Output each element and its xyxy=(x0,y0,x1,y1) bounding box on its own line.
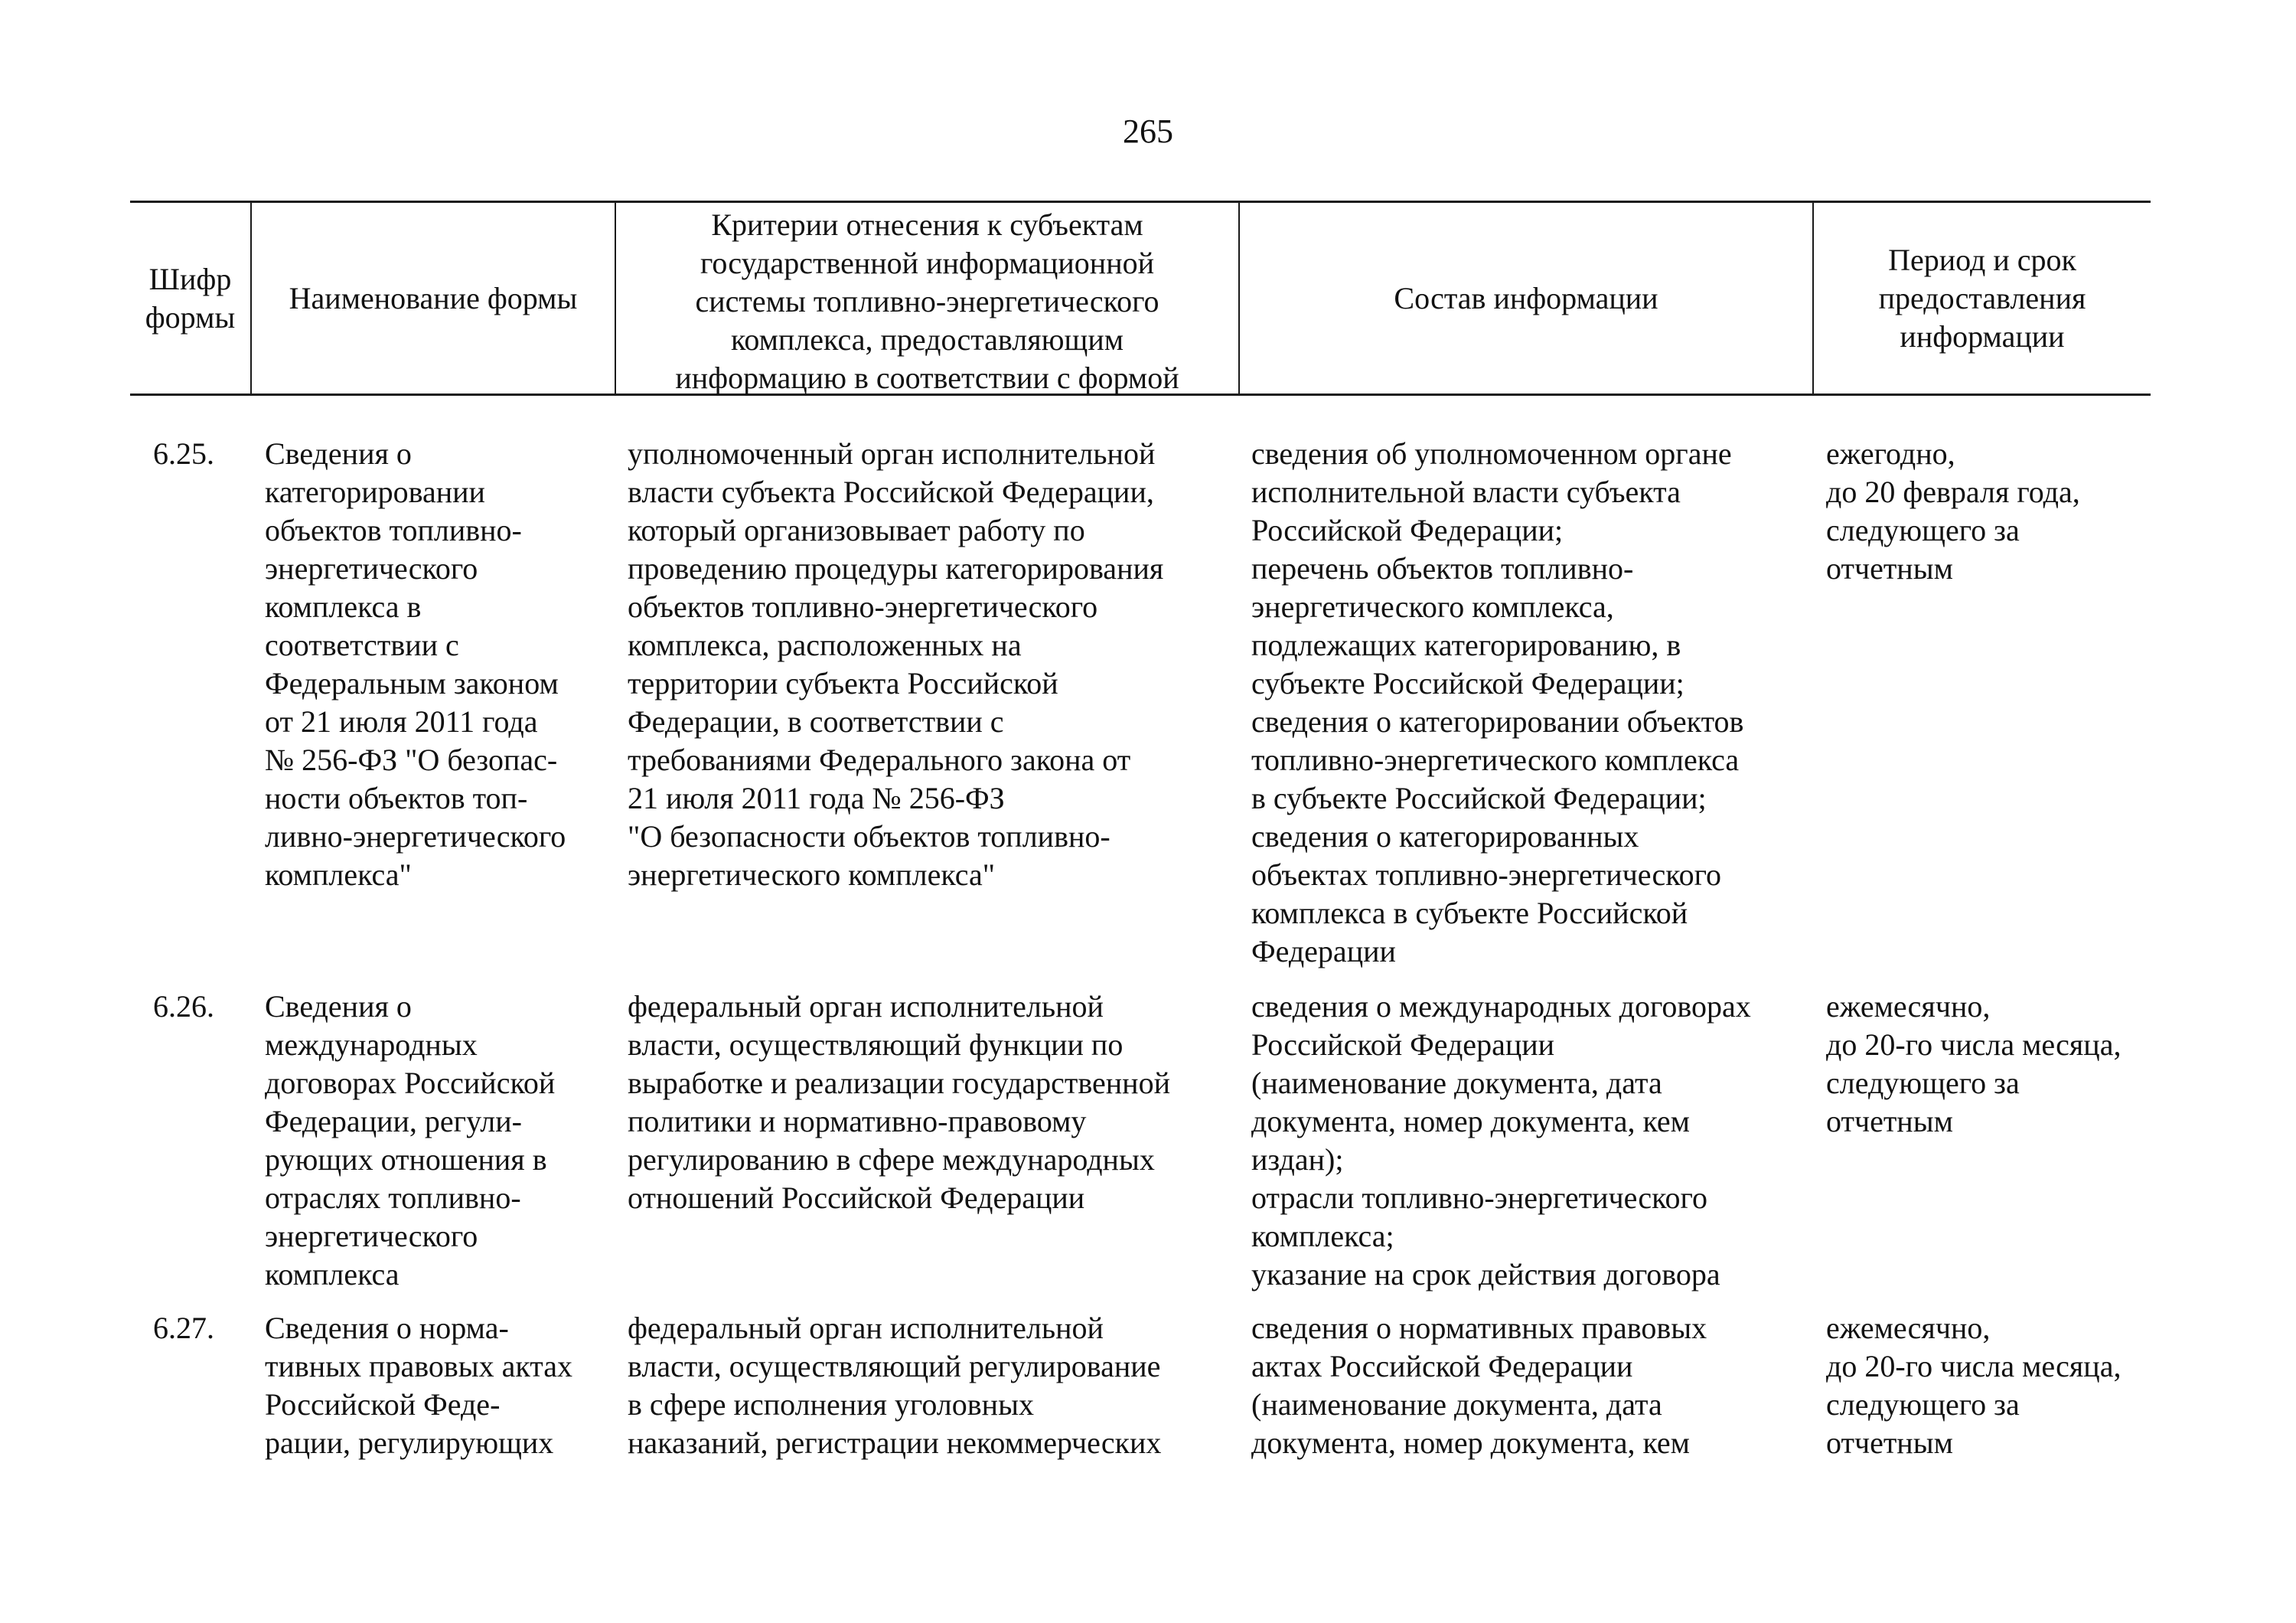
row-period: ежемесячно, до 20-го числа месяца, следующего за отчетным xyxy=(1826,1311,2122,1460)
row-criteria: уполномоченный орган исполнительной власти субъекта Российской Федерации, который организовывает работу по проведению процедуры категорирования объектов топливно-энергетического комплекса, расположенных на территории субъекта Российской Федерации, в соответствии с требованиями Федерального закона от 21 июля 2011 года № 256-ФЗ "О безопасности объектов топливно- энергетического комплекса" xyxy=(628,436,1164,892)
row-composition: сведения об уполномоченном органе исполнительной власти субъекта Российской Федерации; перечень объектов топливно- энергетического комплекса, подлежащих категорированию, в субъекте Российской Федерации; сведения о категорировании объектов топливно-энергетического комплекса в субъекте Российской Федерации; сведения о категорированных объектах топливно-энергетического комплекса в субъекте Российской Федерации xyxy=(1251,436,1744,968)
row-code: 6.25. xyxy=(153,436,214,471)
row-form-name: Сведения о норма- тивных правовых актах Российской Феде- рации, регулирующих xyxy=(265,1311,572,1460)
header-criteria: Критерии отнесения к субъектам государственной информационной системы топливно-энергетического комплекса, предоставляющим информацию в соответствии с формой xyxy=(675,207,1179,395)
row-form-name: Сведения о международных договорах Российской Федерации, регули- рующих отношения в отраслях топливно- энергетического комплекса xyxy=(265,989,556,1292)
row-code: 6.27. xyxy=(153,1311,214,1345)
header-composition: Состав информации xyxy=(1394,280,1658,315)
row-composition: сведения о нормативных правовых актах Российской Федерации (наименование документа, дата документа, номер документа, кем xyxy=(1251,1311,1707,1460)
row-criteria: федеральный орган исполнительной власти, осуществляющий функции по выработке и реализации государственной политики и нормативно-правовому регулированию в сфере международных отношений Российской Федерации xyxy=(628,989,1170,1215)
header-code: Шифр формы xyxy=(145,261,236,335)
header-period: Период и срок предоставления информации xyxy=(1878,242,2086,354)
row-period: ежегодно, до 20 февраля года, следующего за отчетным xyxy=(1826,436,2080,586)
row-code: 6.26. xyxy=(153,989,214,1024)
row-period: ежемесячно, до 20-го числа месяца, следующего за отчетным xyxy=(1826,989,2122,1138)
row-criteria: федеральный орган исполнительной власти, осуществляющий регулирование в сфере исполнения уголовных наказаний, регистрации некоммерческих xyxy=(628,1311,1162,1460)
row-composition: сведения о международных договорах Российской Федерации (наименование документа, дата документа, номер документа, кем издан); отрасли топливно-энергетического комплекса; указание на срок действия договора xyxy=(1251,989,1751,1292)
header-name: Наименование формы xyxy=(289,280,578,315)
row-form-name: Сведения о категорировании объектов топливно- энергетического комплекса в соответствии с Федеральным законом от 21 июля 2011 года № 256-ФЗ "О безопас- ности объектов топ- ливно-энергетического комплекса" xyxy=(265,436,566,892)
page-number: 265 xyxy=(1123,113,1173,150)
